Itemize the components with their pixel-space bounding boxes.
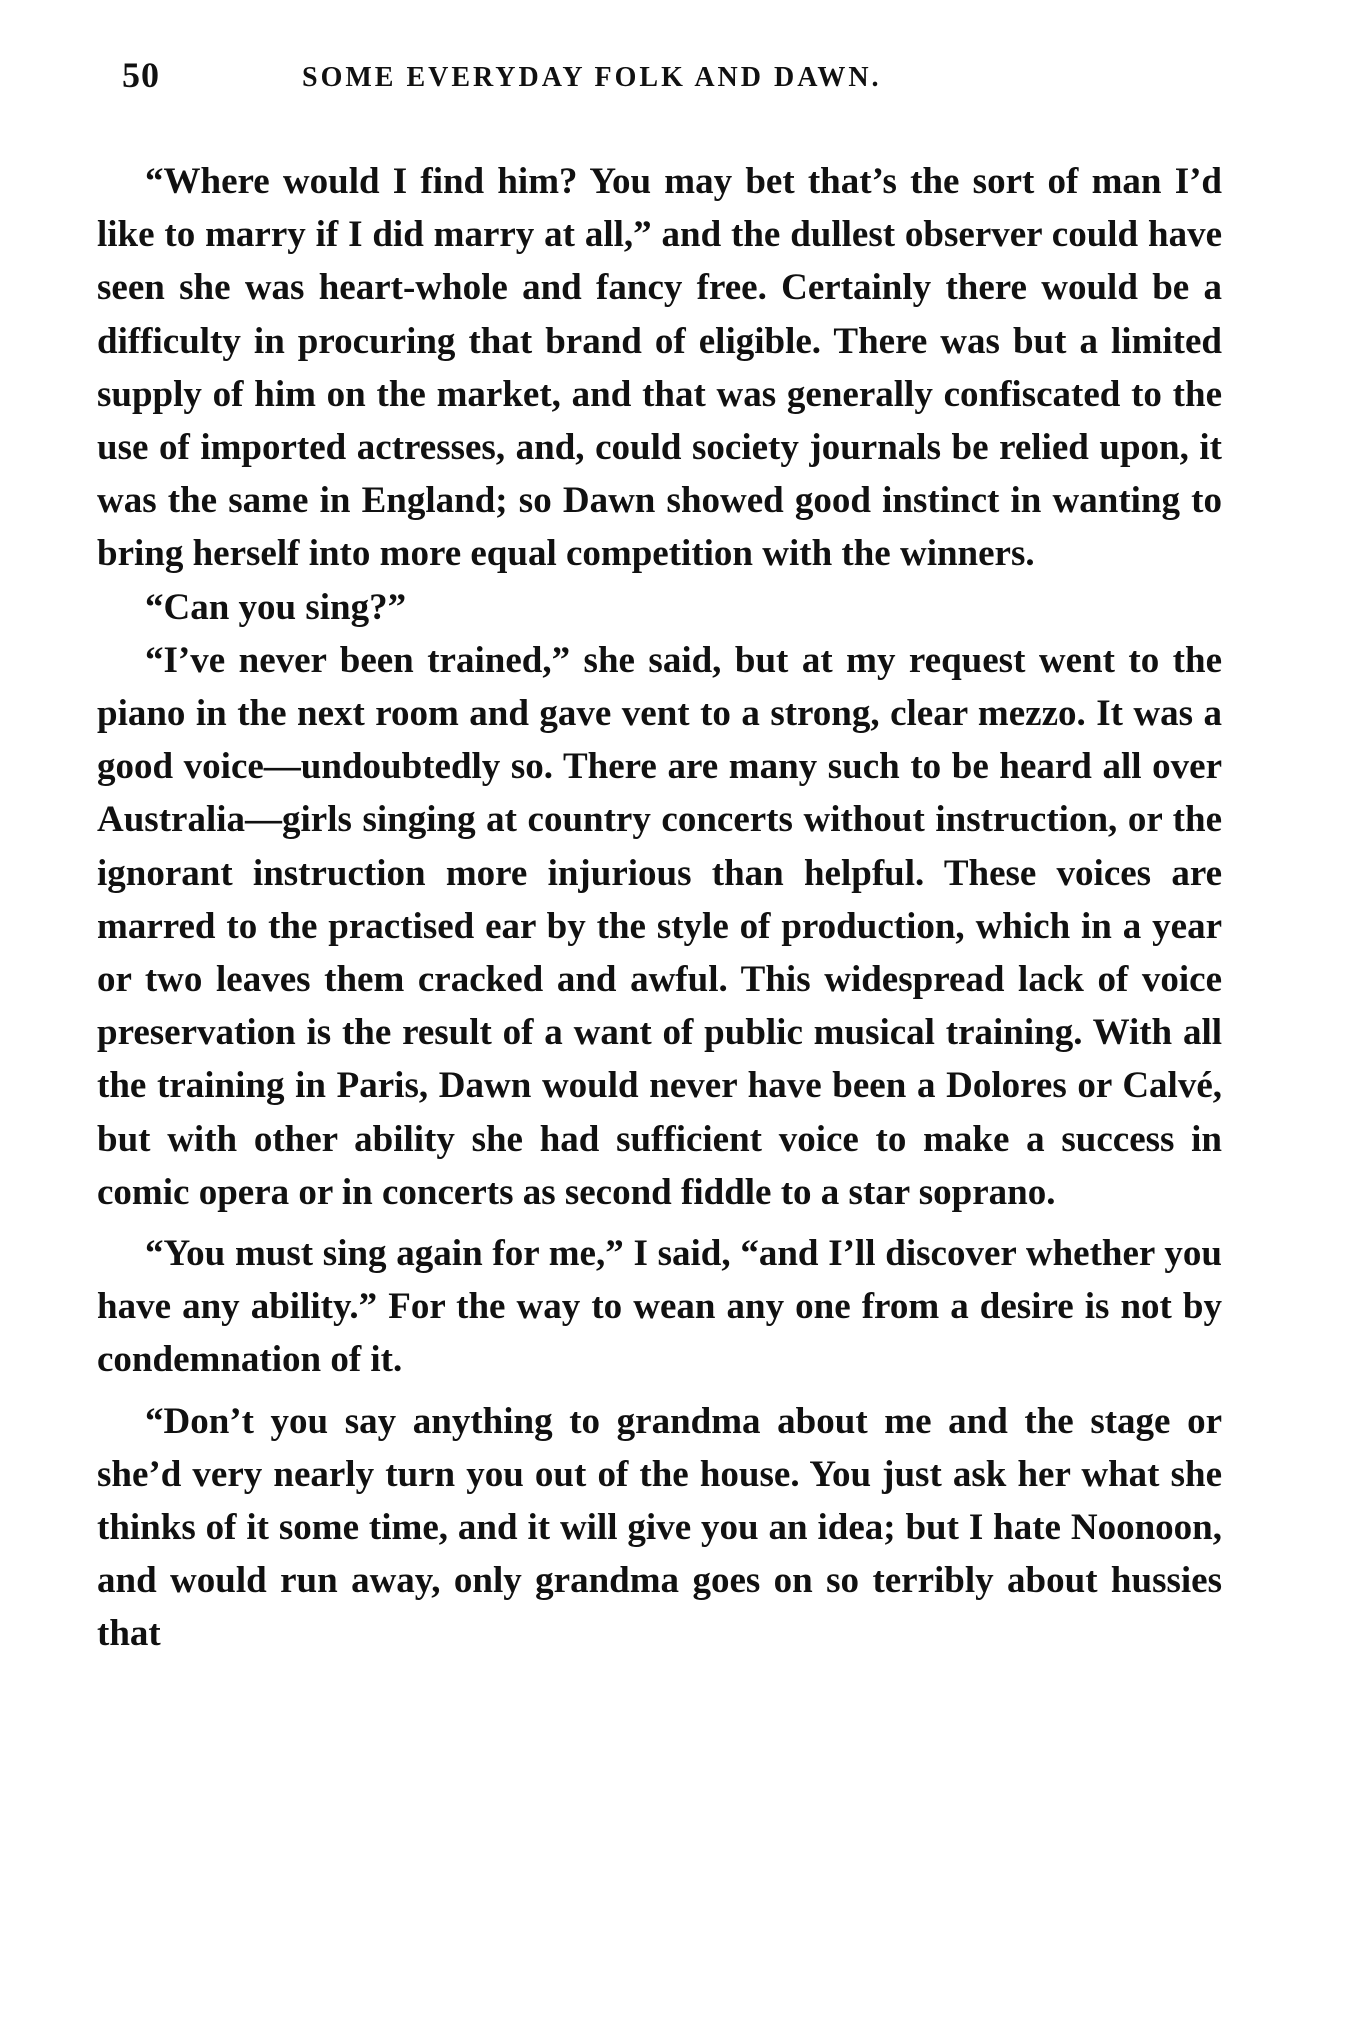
paragraph-4: “You must sing again for me,” I said, “and I’ll discover whether you have any ability.” For the way to wean any one from a desire is not by condemnation of it. [97, 1233, 1222, 1381]
running-title: SOME EVERYDAY FOLK AND DAWN. [302, 62, 882, 93]
paragraph-1: “Where would I find him? You may bet that’s the sort of man I’d like to marry if I did marry at all,” and the dullest observer could have seen she was heart-whole and fancy free. Certainly there would be a difficulty in procuring that brand of eligible. There was but a limited supply of him on the market, and that was generally confiscated to the use of imported actresses, and, could society journals be relied upon, it was the same in England; so Dawn showed good instinct in wanting to bring herself into more equal competition with the winners. [97, 161, 1222, 575]
paragraph-3: “I’ve never been trained,” she said, but at my request went to the piano in the next room and gave vent to a strong, clear mezzo. It was a good voice—undoubtedly so. There are many such to be heard all over Australia—girls singing at country concerts without instruction, or the ignorant instruction more injurious than helpful. These voices are marred to the practised ear by the style of production, which in a year or two leaves them cracked and awful. This widespread lack of voice preservation is the result of a want of public musical training. With all the training in Paris, Dawn would never have been a Dolores or Calvé, but with other ability she had sufficient voice to make a success in comic opera or in concerts as second fiddle to a star soprano. [97, 639, 1222, 1213]
running-head [122, 54, 1232, 114]
body-text [97, 155, 1222, 1661]
page-number: 50 [122, 55, 160, 95]
paragraph-2: “Can you sing?” [145, 586, 407, 628]
paragraph-5: “Don’t you say anything to grandma about me and the stage or she’d very nearly turn you out of the house. You just ask her what she thinks of it some time, and it will give you an idea; but I hate Noonoon, and would run away, only grandma goes on so terribly about hussies that [97, 1400, 1222, 1655]
